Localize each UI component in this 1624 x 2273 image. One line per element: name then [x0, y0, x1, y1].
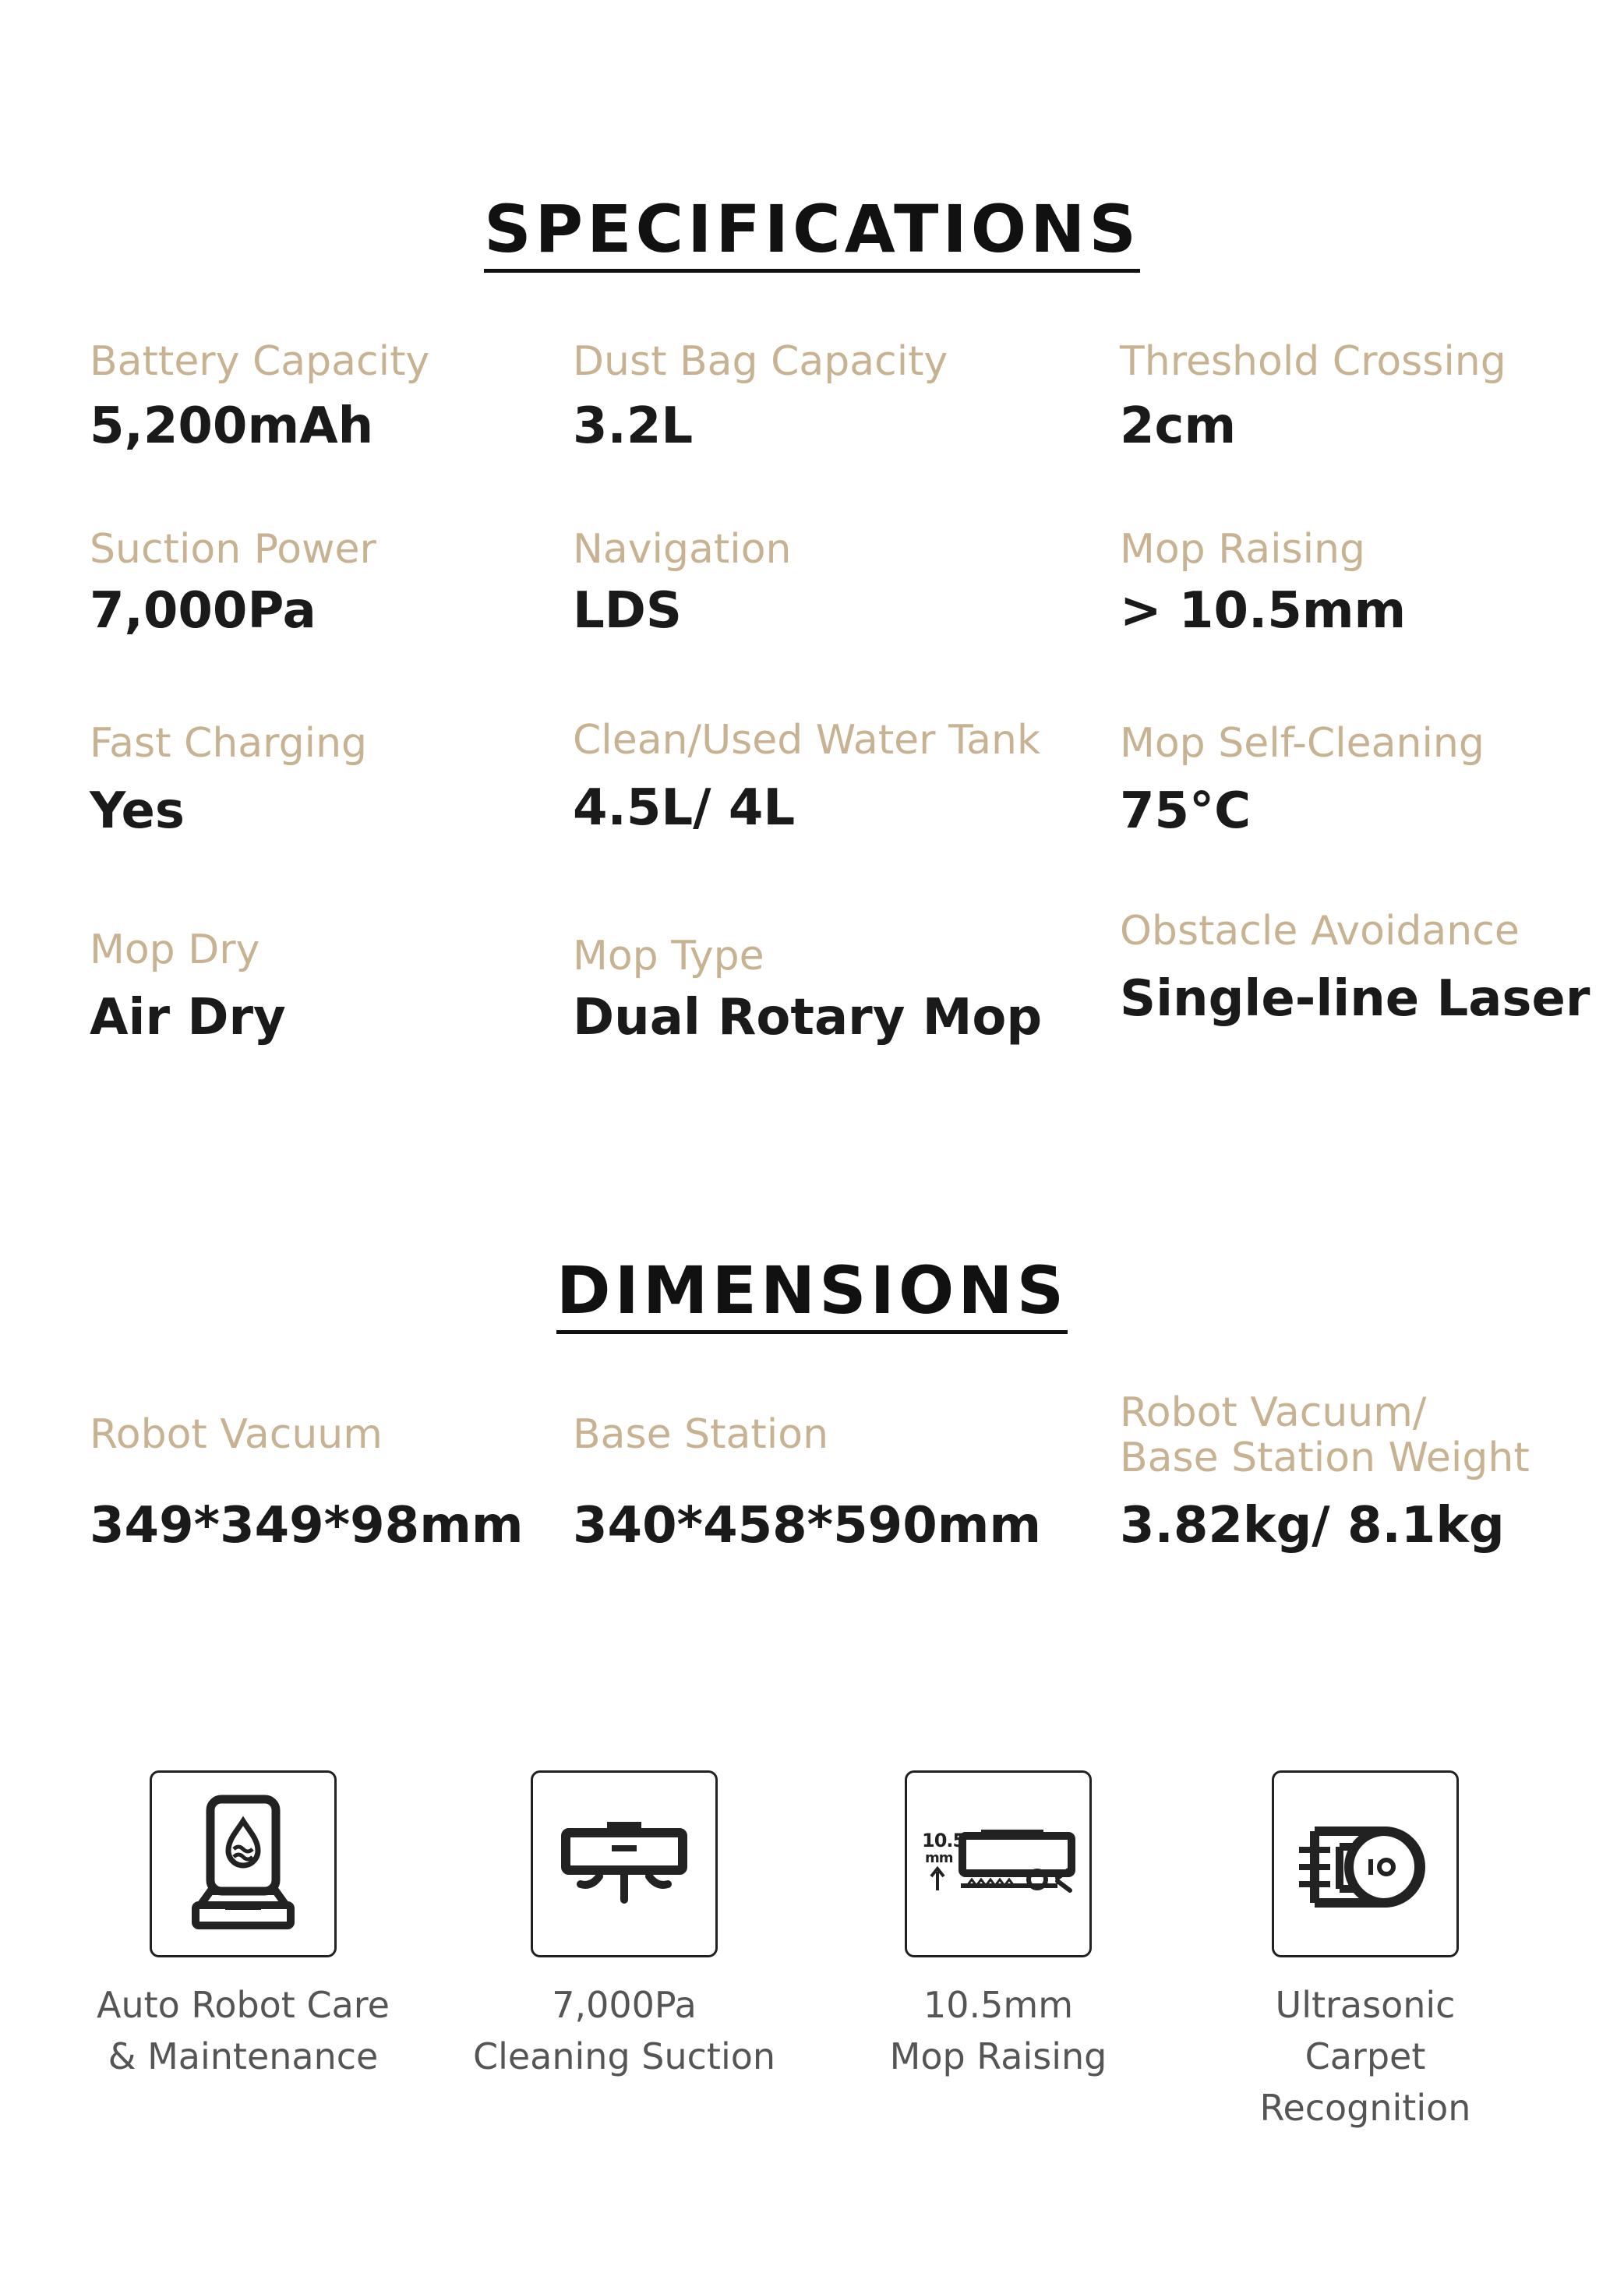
- spec-label: Mop Self-Cleaning: [1120, 720, 1485, 767]
- spec-mop-self-cleaning: [1120, 721, 1485, 839]
- spec-mop-type: [573, 934, 1042, 1046]
- spec-water-tank: [573, 718, 1040, 836]
- dim-label: Robot Vacuum: [90, 1411, 383, 1458]
- spec-label: Mop Type: [573, 933, 764, 979]
- feature-caption: Auto Robot Care & Maintenance: [97, 1984, 390, 2077]
- spec-label: Threshold Crossing: [1120, 338, 1506, 385]
- spec-label: Obstacle Avoidance: [1120, 908, 1520, 955]
- specifications-title: SPECIFICATIONS: [0, 191, 1624, 267]
- spec-value: Dual Rotary Mop: [573, 989, 1043, 1046]
- spec-label: Suction Power: [90, 526, 376, 573]
- spec-value: 7,000Pa: [90, 582, 316, 640]
- mop-raising-icon-number: 10.5: [922, 1830, 966, 1851]
- spec-value: > 10.5mm: [1120, 582, 1407, 640]
- dim-value: 340*458*590mm: [573, 1497, 1042, 1555]
- spec-label: Battery Capacity: [90, 338, 430, 385]
- spec-value: 2cm: [1120, 397, 1237, 455]
- spec-value: 4.5L/ 4L: [573, 779, 796, 837]
- feature-cleaning-suction: [461, 1770, 788, 2082]
- spec-mop-dry: [90, 927, 286, 1046]
- spec-fast-charging: [90, 721, 367, 839]
- dim-label: Robot Vacuum/ Base Station Weight: [1120, 1389, 1530, 1481]
- spec-value: Air Dry: [90, 989, 286, 1046]
- dim-label: Base Station: [573, 1411, 829, 1458]
- dim-weight: [1120, 1390, 1530, 1554]
- spec-obstacle-avoidance: [1120, 909, 1590, 1027]
- feature-mop-raising: [835, 1770, 1162, 2082]
- spec-battery-capacity: [90, 339, 429, 454]
- spec-navigation: [573, 527, 791, 639]
- spec-value: Single-line Laser: [1120, 970, 1590, 1028]
- spec-value: 75°C: [1120, 782, 1252, 840]
- feature-ultrasonic-carpet: [1202, 1770, 1529, 2134]
- feature-auto-robot-care: [79, 1770, 407, 2082]
- spec-value: 3.2L: [573, 397, 694, 455]
- spec-threshold-crossing: [1120, 339, 1506, 454]
- spec-label: Mop Dry: [90, 926, 260, 973]
- ultrasonic-sensor-icon: [1272, 1770, 1459, 1957]
- spec-label: Mop Raising: [1120, 526, 1366, 573]
- dim-value: 3.82kg/ 8.1kg: [1120, 1497, 1505, 1555]
- dim-base-station: [573, 1412, 1041, 1554]
- dimensions-title: DIMENSIONS: [0, 1252, 1624, 1329]
- spec-dust-bag-capacity: [573, 339, 948, 454]
- dim-value: 349*349*98mm: [90, 1497, 524, 1555]
- base-station-icon: [150, 1770, 337, 1957]
- feature-caption: 10.5mm Mop Raising: [889, 1984, 1107, 2077]
- feature-caption: 7,000Pa Cleaning Suction: [472, 1984, 776, 2077]
- dim-robot-vacuum: [90, 1412, 524, 1554]
- spec-value: 5,200mAh: [90, 397, 374, 455]
- suction-icon: [531, 1770, 718, 1957]
- mop-raising-icon: [905, 1770, 1092, 1957]
- spec-value: Yes: [90, 782, 185, 840]
- spec-label: Dust Bag Capacity: [573, 338, 948, 385]
- spec-suction-power: [90, 527, 376, 639]
- spec-mop-raising: [1120, 527, 1406, 639]
- spec-value: LDS: [573, 582, 682, 640]
- spec-label: Navigation: [573, 526, 792, 573]
- spec-label: Fast Charging: [90, 720, 368, 767]
- spec-label: Clean/Used Water Tank: [573, 717, 1041, 764]
- feature-caption: Ultrasonic Carpet Recognition: [1259, 1984, 1471, 2129]
- mop-raising-icon-unit: mm: [925, 1850, 953, 1866]
